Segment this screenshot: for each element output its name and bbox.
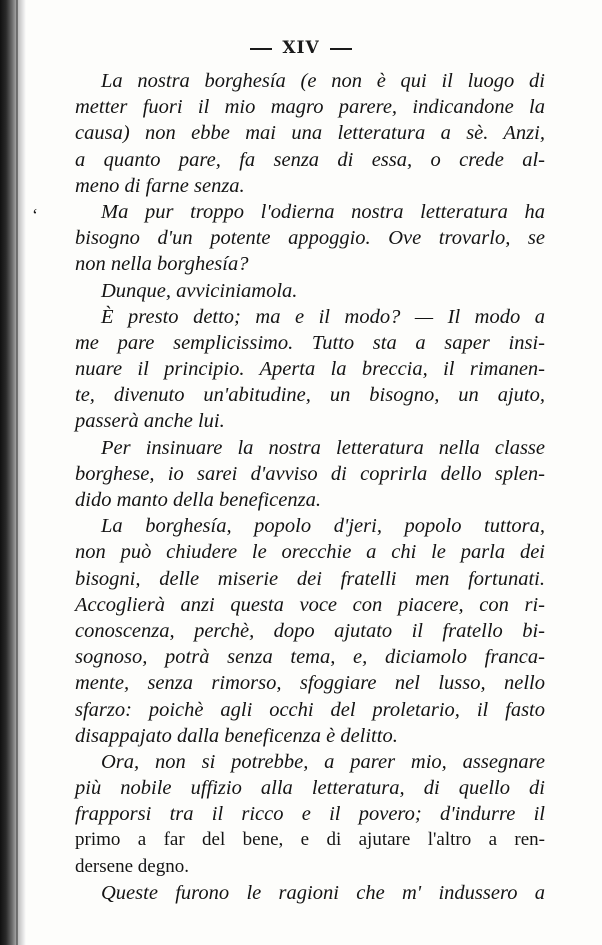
- text-line: Dunque, avviciniamola.: [101, 279, 298, 302]
- text-line: conoscenza, perchè, dopo ajutato il fratello bi-: [75, 619, 545, 642]
- text-line: più nobile uffizio alla letteratura, di quello di: [75, 777, 545, 800]
- text-line: sognoso, potrà senza tema, e, diciamolo franca-: [75, 646, 545, 669]
- text-line: Queste furono le ragioni che m' indussero a: [101, 881, 545, 904]
- text-line: passerà anche lui.: [75, 410, 225, 433]
- text-line: borghese, io sarei d'avviso di coprirla dello splen-: [75, 462, 545, 485]
- text-line: È presto detto; ma e il modo? — Il modo a: [101, 305, 545, 328]
- book-binding-edge: [0, 0, 26, 945]
- text-line: bisogno d'un potente appoggio. Ove trovarlo, se: [75, 227, 545, 250]
- text-line: La nostra borghesía (e non è qui il luogo di: [101, 70, 545, 92]
- text-line: Ma pur troppo l'odierna nostra letteratura ha: [101, 200, 545, 223]
- binding-shadow-line: [16, 0, 18, 945]
- text-line: sfarzo: poichè agli occhi del proletario, il fasto: [75, 698, 545, 721]
- text-line: La borghesía, popolo d'jeri, popolo tuttora,: [101, 515, 545, 538]
- text-line: non nella borghesía?: [75, 253, 249, 276]
- text-line: disappajato dalla beneficenza è delitto.: [75, 724, 398, 747]
- text-line: bisogni, delle miserie dei fratelli men fortunati.: [75, 567, 545, 590]
- text-line: Per insinuare la nostra letteratura nella classe: [101, 436, 545, 459]
- text-line: me pare semplicissimo. Tutto sta a saper insi-: [75, 331, 545, 354]
- text-line: frapporsi tra il ricco e il povero; d'indurre il: [75, 803, 545, 826]
- text-line: non può chiudere le orecchie a chi le parla dei: [75, 541, 545, 564]
- margin-mark: ‘: [32, 205, 38, 225]
- text-line: te, divenuto un'abitudine, un bisogno, un ajuto,: [75, 384, 545, 407]
- text-line: dido manto della beneficenza.: [75, 489, 321, 511]
- text-line: dersene degno.: [75, 855, 189, 877]
- header-dash-right: [330, 48, 352, 50]
- body-text: [75, 68, 545, 906]
- text-line: mente, senza rimorso, sfoggiare nel lusso, nello: [75, 672, 545, 695]
- text-line: nuare il principio. Aperta la breccia, il rimanen-: [75, 358, 545, 381]
- text-line: meno di farne senza.: [75, 174, 245, 197]
- text-line: causa) non ebbe mai una letteratura a sè. Anzi,: [75, 122, 545, 145]
- text-line: a quanto pare, fa senza di essa, o crede al-: [75, 148, 545, 171]
- text-line: Accoglierà anzi questa voce con piacere, con ri-: [75, 593, 545, 616]
- text-line: metter fuori il mio magro parere, indicandone la: [75, 96, 545, 119]
- page-header: [0, 38, 602, 58]
- text-line: Ora, non si potrebbe, a parer mio, assegnare: [101, 750, 545, 773]
- page-number: XIV: [282, 38, 320, 58]
- header-dash-left: [250, 48, 272, 50]
- text-line: primo a far del bene, e di ajutare l'altro a ren-: [75, 829, 545, 851]
